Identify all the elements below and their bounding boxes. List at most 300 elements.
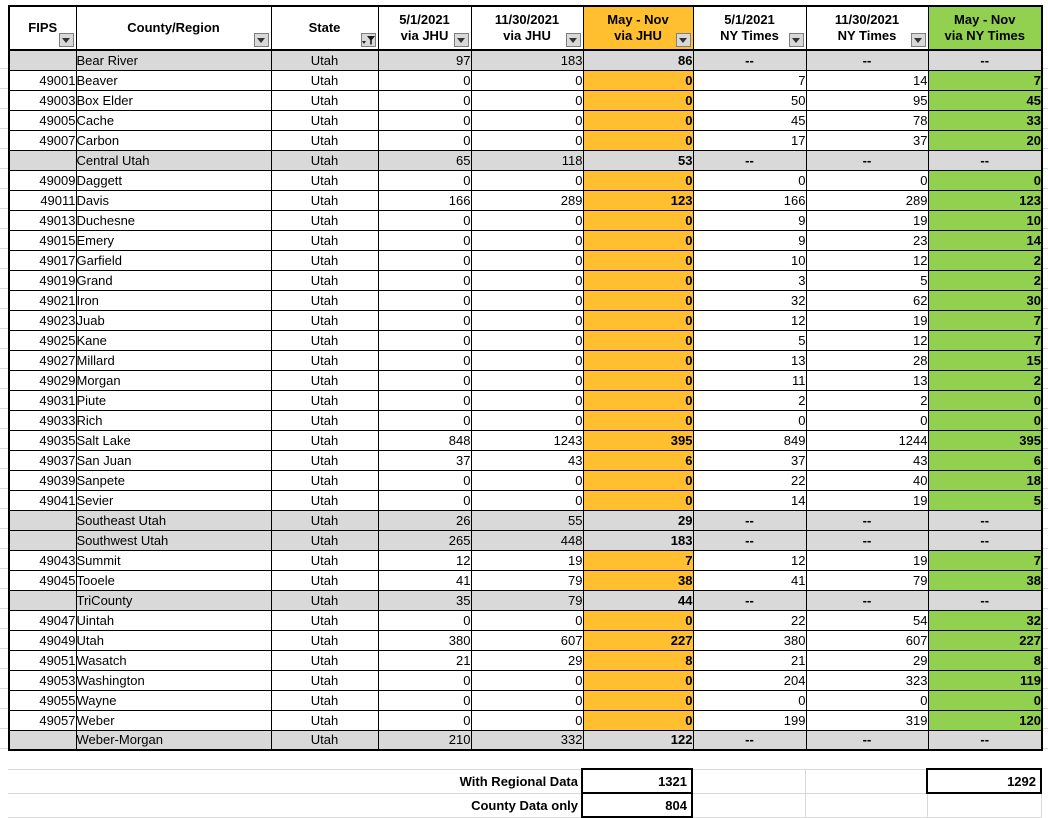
cell-nyt-diff[interactable]: 0 (928, 690, 1042, 710)
cell-fips[interactable]: 49055 (9, 690, 76, 710)
cell-nyt-nov[interactable]: 62 (806, 290, 928, 310)
cell-nyt-nov[interactable]: 37 (806, 130, 928, 150)
cell-jhu-diff[interactable]: 0 (583, 350, 693, 370)
cell-nyt-nov[interactable]: -- (806, 530, 928, 550)
cell-jhu-diff[interactable]: 0 (583, 250, 693, 270)
cell-fips[interactable]: 49003 (9, 90, 76, 110)
cell-jhu-nov[interactable]: 0 (471, 610, 583, 630)
cell-fips[interactable]: 49017 (9, 250, 76, 270)
cell-nyt-may[interactable]: -- (693, 50, 806, 70)
cell-jhu-may[interactable]: 37 (378, 450, 471, 470)
cell-nyt-diff[interactable]: 6 (928, 450, 1042, 470)
cell-county[interactable]: Piute (76, 390, 271, 410)
empty-cell[interactable] (927, 793, 1041, 817)
cell-jhu-diff[interactable]: 0 (583, 330, 693, 350)
cell-jhu-nov[interactable]: 0 (471, 170, 583, 190)
cell-nyt-may[interactable]: 0 (693, 410, 806, 430)
cell-jhu-nov[interactable]: 0 (471, 330, 583, 350)
cell-county[interactable]: Kane (76, 330, 271, 350)
cell-nyt-may[interactable]: 13 (693, 350, 806, 370)
cell-state[interactable]: Utah (271, 110, 378, 130)
cell-jhu-may[interactable]: 0 (378, 290, 471, 310)
cell-nyt-nov[interactable]: 40 (806, 470, 928, 490)
cell-state[interactable]: Utah (271, 250, 378, 270)
cell-jhu-may[interactable]: 41 (378, 570, 471, 590)
cell-county[interactable]: Morgan (76, 370, 271, 390)
cell-state[interactable]: Utah (271, 610, 378, 630)
cell-nyt-nov[interactable]: 43 (806, 450, 928, 470)
cell-nyt-diff[interactable]: 7 (928, 550, 1042, 570)
filter-dropdown-icon[interactable] (59, 33, 74, 47)
cell-fips[interactable]: 49041 (9, 490, 76, 510)
cell-nyt-nov[interactable]: 19 (806, 210, 928, 230)
cell-county[interactable]: Wayne (76, 690, 271, 710)
cell-jhu-nov[interactable]: 29 (471, 650, 583, 670)
cell-jhu-nov[interactable]: 118 (471, 150, 583, 170)
cell-jhu-nov[interactable]: 0 (471, 110, 583, 130)
cell-nyt-diff[interactable]: 32 (928, 610, 1042, 630)
cell-jhu-diff[interactable]: 0 (583, 90, 693, 110)
cell-jhu-nov[interactable]: 607 (471, 630, 583, 650)
cell-nyt-diff[interactable]: 5 (928, 490, 1042, 510)
cell-jhu-diff[interactable]: 8 (583, 650, 693, 670)
cell-fips[interactable] (9, 510, 76, 530)
cell-state[interactable]: Utah (271, 690, 378, 710)
cell-state[interactable]: Utah (271, 130, 378, 150)
cell-state[interactable]: Utah (271, 370, 378, 390)
cell-nyt-may[interactable]: 12 (693, 310, 806, 330)
filter-dropdown-icon[interactable] (566, 33, 581, 47)
cell-jhu-nov[interactable]: 183 (471, 50, 583, 70)
cell-county[interactable]: Uintah (76, 610, 271, 630)
cell-nyt-nov[interactable]: -- (806, 150, 928, 170)
filter-dropdown-icon[interactable] (254, 33, 269, 47)
cell-nyt-nov[interactable]: 78 (806, 110, 928, 130)
cell-nyt-may[interactable]: -- (693, 530, 806, 550)
empty-cell[interactable] (805, 793, 927, 817)
cell-nyt-nov[interactable]: 323 (806, 670, 928, 690)
cell-nyt-nov[interactable]: 28 (806, 350, 928, 370)
cell-jhu-may[interactable]: 0 (378, 350, 471, 370)
cell-jhu-may[interactable]: 0 (378, 170, 471, 190)
cell-fips[interactable]: 49047 (9, 610, 76, 630)
cell-jhu-diff[interactable]: 227 (583, 630, 693, 650)
cell-jhu-diff[interactable]: 0 (583, 410, 693, 430)
cell-county[interactable]: Rich (76, 410, 271, 430)
cell-nyt-nov[interactable]: 0 (806, 690, 928, 710)
cell-nyt-may[interactable]: 50 (693, 90, 806, 110)
cell-jhu-nov[interactable]: 79 (471, 570, 583, 590)
cell-nyt-may[interactable]: -- (693, 510, 806, 530)
cell-jhu-nov[interactable]: 0 (471, 470, 583, 490)
cell-county[interactable]: Davis (76, 190, 271, 210)
cell-nyt-may[interactable]: 9 (693, 210, 806, 230)
cell-county[interactable]: Garfield (76, 250, 271, 270)
cell-nyt-may[interactable]: -- (693, 590, 806, 610)
cell-nyt-diff[interactable]: 7 (928, 330, 1042, 350)
cell-jhu-nov[interactable]: 0 (471, 690, 583, 710)
cell-fips[interactable]: 49005 (9, 110, 76, 130)
cell-county[interactable]: Daggett (76, 170, 271, 190)
cell-nyt-may[interactable]: 22 (693, 470, 806, 490)
cell-jhu-may[interactable]: 0 (378, 330, 471, 350)
cell-state[interactable]: Utah (271, 270, 378, 290)
cell-nyt-may[interactable]: 22 (693, 610, 806, 630)
cell-jhu-diff[interactable]: 0 (583, 130, 693, 150)
cell-jhu-nov[interactable]: 43 (471, 450, 583, 470)
cell-state[interactable]: Utah (271, 70, 378, 90)
cell-state[interactable]: Utah (271, 410, 378, 430)
filter-dropdown-icon[interactable] (454, 33, 469, 47)
cell-fips[interactable]: 49021 (9, 290, 76, 310)
cell-county[interactable]: Iron (76, 290, 271, 310)
cell-jhu-nov[interactable]: 0 (471, 250, 583, 270)
cell-jhu-may[interactable]: 0 (378, 310, 471, 330)
cell-jhu-nov[interactable]: 0 (471, 490, 583, 510)
cell-state[interactable]: Utah (271, 50, 378, 70)
cell-nyt-may[interactable]: -- (693, 730, 806, 750)
cell-nyt-may[interactable]: 45 (693, 110, 806, 130)
cell-jhu-nov[interactable]: 1243 (471, 430, 583, 450)
cell-jhu-diff[interactable]: 6 (583, 450, 693, 470)
cell-state[interactable]: Utah (271, 530, 378, 550)
cell-nyt-diff[interactable]: -- (928, 50, 1042, 70)
cell-jhu-diff[interactable]: 0 (583, 170, 693, 190)
cell-state[interactable]: Utah (271, 430, 378, 450)
cell-fips[interactable]: 49025 (9, 330, 76, 350)
cell-nyt-diff[interactable]: 2 (928, 270, 1042, 290)
cell-nyt-diff[interactable]: 33 (928, 110, 1042, 130)
cell-nyt-nov[interactable]: 319 (806, 710, 928, 730)
cell-jhu-may[interactable]: 0 (378, 210, 471, 230)
cell-nyt-diff[interactable]: 30 (928, 290, 1042, 310)
filter-dropdown-icon[interactable] (789, 33, 804, 47)
cell-jhu-nov[interactable]: 79 (471, 590, 583, 610)
cell-county[interactable]: TriCounty (76, 590, 271, 610)
cell-jhu-diff[interactable]: 7 (583, 550, 693, 570)
cell-fips[interactable]: 49029 (9, 370, 76, 390)
cell-nyt-may[interactable]: -- (693, 150, 806, 170)
cell-fips[interactable]: 49015 (9, 230, 76, 250)
cell-county[interactable]: Weber-Morgan (76, 730, 271, 750)
cell-fips[interactable]: 49053 (9, 670, 76, 690)
cell-nyt-may[interactable]: 12 (693, 550, 806, 570)
cell-jhu-diff[interactable]: 0 (583, 290, 693, 310)
cell-jhu-may[interactable]: 26 (378, 510, 471, 530)
cell-county[interactable]: San Juan (76, 450, 271, 470)
cell-nyt-may[interactable]: 166 (693, 190, 806, 210)
cell-nyt-may[interactable]: 37 (693, 450, 806, 470)
cell-jhu-nov[interactable]: 0 (471, 270, 583, 290)
cell-state[interactable]: Utah (271, 350, 378, 370)
cell-fips[interactable]: 49009 (9, 170, 76, 190)
cell-nyt-nov[interactable]: 19 (806, 550, 928, 570)
cell-fips[interactable]: 49033 (9, 410, 76, 430)
cell-county[interactable]: Sanpete (76, 470, 271, 490)
cell-nyt-nov[interactable]: 12 (806, 330, 928, 350)
cell-state[interactable]: Utah (271, 90, 378, 110)
cell-nyt-nov[interactable]: 1244 (806, 430, 928, 450)
cell-jhu-nov[interactable]: 0 (471, 230, 583, 250)
cell-jhu-may[interactable]: 0 (378, 230, 471, 250)
cell-nyt-diff[interactable]: 8 (928, 650, 1042, 670)
cell-nyt-diff[interactable]: -- (928, 730, 1042, 750)
cell-jhu-diff[interactable]: 0 (583, 390, 693, 410)
cell-jhu-may[interactable]: 0 (378, 610, 471, 630)
cell-jhu-nov[interactable]: 0 (471, 390, 583, 410)
cell-county[interactable]: Juab (76, 310, 271, 330)
cell-jhu-diff[interactable]: 0 (583, 690, 693, 710)
cell-county[interactable]: Tooele (76, 570, 271, 590)
cell-jhu-may[interactable]: 21 (378, 650, 471, 670)
cell-jhu-diff[interactable]: 0 (583, 710, 693, 730)
cell-state[interactable]: Utah (271, 550, 378, 570)
cell-jhu-nov[interactable]: 0 (471, 670, 583, 690)
cell-jhu-may[interactable]: 0 (378, 370, 471, 390)
cell-state[interactable]: Utah (271, 190, 378, 210)
cell-county[interactable]: Southwest Utah (76, 530, 271, 550)
cell-fips[interactable]: 49037 (9, 450, 76, 470)
cell-fips[interactable]: 49035 (9, 430, 76, 450)
cell-county[interactable]: Southeast Utah (76, 510, 271, 530)
cell-state[interactable]: Utah (271, 470, 378, 490)
cell-nyt-nov[interactable]: 2 (806, 390, 928, 410)
cell-jhu-may[interactable]: 35 (378, 590, 471, 610)
cell-nyt-diff[interactable]: 20 (928, 130, 1042, 150)
cell-nyt-may[interactable]: 3 (693, 270, 806, 290)
cell-state[interactable]: Utah (271, 290, 378, 310)
cell-state[interactable]: Utah (271, 330, 378, 350)
cell-nyt-diff[interactable]: -- (928, 530, 1042, 550)
cell-nyt-may[interactable]: 11 (693, 370, 806, 390)
cell-jhu-nov[interactable]: 0 (471, 90, 583, 110)
cell-county[interactable]: Grand (76, 270, 271, 290)
cell-state[interactable]: Utah (271, 510, 378, 530)
cell-nyt-nov[interactable]: 14 (806, 70, 928, 90)
cell-nyt-may[interactable]: 32 (693, 290, 806, 310)
cell-fips[interactable]: 49001 (9, 70, 76, 90)
cell-county[interactable]: Sevier (76, 490, 271, 510)
cell-jhu-diff[interactable]: 53 (583, 150, 693, 170)
cell-jhu-diff[interactable]: 0 (583, 270, 693, 290)
cell-jhu-nov[interactable]: 0 (471, 210, 583, 230)
cell-fips[interactable]: 49027 (9, 350, 76, 370)
cell-county[interactable]: Beaver (76, 70, 271, 90)
cell-state[interactable]: Utah (271, 730, 378, 750)
cell-county[interactable]: Summit (76, 550, 271, 570)
filter-dropdown-icon[interactable] (676, 33, 691, 47)
cell-fips[interactable]: 49011 (9, 190, 76, 210)
cell-state[interactable]: Utah (271, 590, 378, 610)
cell-jhu-diff[interactable]: 0 (583, 230, 693, 250)
cell-nyt-may[interactable]: 7 (693, 70, 806, 90)
cell-state[interactable]: Utah (271, 670, 378, 690)
cell-nyt-diff[interactable]: -- (928, 510, 1042, 530)
cell-fips[interactable]: 49031 (9, 390, 76, 410)
cell-jhu-may[interactable]: 0 (378, 70, 471, 90)
cell-jhu-diff[interactable]: 122 (583, 730, 693, 750)
cell-nyt-diff[interactable]: 2 (928, 370, 1042, 390)
cell-nyt-nov[interactable]: -- (806, 730, 928, 750)
cell-nyt-nov[interactable]: 29 (806, 650, 928, 670)
cell-nyt-nov[interactable]: 0 (806, 170, 928, 190)
empty-cell[interactable] (805, 769, 927, 793)
cell-jhu-may[interactable]: 97 (378, 50, 471, 70)
cell-nyt-diff[interactable]: -- (928, 150, 1042, 170)
empty-cell[interactable] (692, 793, 805, 817)
cell-county[interactable]: Salt Lake (76, 430, 271, 450)
cell-nyt-may[interactable]: 380 (693, 630, 806, 650)
cell-state[interactable]: Utah (271, 170, 378, 190)
cell-state[interactable]: Utah (271, 390, 378, 410)
cell-nyt-diff[interactable]: 0 (928, 390, 1042, 410)
cell-fips[interactable]: 49039 (9, 470, 76, 490)
cell-fips[interactable]: 49013 (9, 210, 76, 230)
cell-nyt-nov[interactable]: 54 (806, 610, 928, 630)
cell-state[interactable]: Utah (271, 150, 378, 170)
cell-nyt-may[interactable]: 21 (693, 650, 806, 670)
county-only-total-jhu-cell[interactable]: 804 (582, 793, 692, 817)
cell-nyt-diff[interactable]: 14 (928, 230, 1042, 250)
cell-state[interactable]: Utah (271, 210, 378, 230)
cell-nyt-diff[interactable]: 2 (928, 250, 1042, 270)
cell-county[interactable]: Wasatch (76, 650, 271, 670)
cell-fips[interactable] (9, 150, 76, 170)
cell-county[interactable]: Duchesne (76, 210, 271, 230)
cell-nyt-nov[interactable]: 289 (806, 190, 928, 210)
cell-nyt-may[interactable]: 199 (693, 710, 806, 730)
cell-nyt-nov[interactable]: 23 (806, 230, 928, 250)
cell-county[interactable]: Carbon (76, 130, 271, 150)
cell-nyt-nov[interactable]: -- (806, 590, 928, 610)
cell-jhu-nov[interactable]: 0 (471, 70, 583, 90)
cell-nyt-diff[interactable]: 227 (928, 630, 1042, 650)
cell-jhu-nov[interactable]: 0 (471, 130, 583, 150)
cell-nyt-diff[interactable]: 120 (928, 710, 1042, 730)
cell-jhu-may[interactable]: 166 (378, 190, 471, 210)
cell-jhu-may[interactable]: 380 (378, 630, 471, 650)
cell-jhu-diff[interactable]: 38 (583, 570, 693, 590)
cell-nyt-diff[interactable]: 119 (928, 670, 1042, 690)
cell-jhu-may[interactable]: 210 (378, 730, 471, 750)
cell-jhu-diff[interactable]: 183 (583, 530, 693, 550)
cell-jhu-may[interactable]: 0 (378, 110, 471, 130)
cell-jhu-may[interactable]: 12 (378, 550, 471, 570)
cell-nyt-diff[interactable]: 10 (928, 210, 1042, 230)
cell-fips[interactable]: 49045 (9, 570, 76, 590)
cell-nyt-diff[interactable]: 38 (928, 570, 1042, 590)
cell-jhu-diff[interactable]: 29 (583, 510, 693, 530)
cell-nyt-may[interactable]: 204 (693, 670, 806, 690)
cell-jhu-may[interactable]: 0 (378, 270, 471, 290)
cell-nyt-diff[interactable]: 45 (928, 90, 1042, 110)
cell-jhu-nov[interactable]: 332 (471, 730, 583, 750)
cell-jhu-nov[interactable]: 0 (471, 710, 583, 730)
cell-nyt-diff[interactable]: 7 (928, 310, 1042, 330)
cell-nyt-may[interactable]: 2 (693, 390, 806, 410)
cell-nyt-may[interactable]: 0 (693, 170, 806, 190)
cell-jhu-may[interactable]: 0 (378, 690, 471, 710)
cell-nyt-diff[interactable]: 0 (928, 410, 1042, 430)
cell-jhu-nov[interactable]: 0 (471, 370, 583, 390)
cell-nyt-diff[interactable]: 0 (928, 170, 1042, 190)
cell-jhu-diff[interactable]: 0 (583, 610, 693, 630)
cell-nyt-may[interactable]: 849 (693, 430, 806, 450)
cell-nyt-nov[interactable]: 79 (806, 570, 928, 590)
cell-nyt-may[interactable]: 9 (693, 230, 806, 250)
cell-state[interactable]: Utah (271, 450, 378, 470)
cell-jhu-may[interactable]: 848 (378, 430, 471, 450)
cell-nyt-nov[interactable]: 19 (806, 490, 928, 510)
cell-county[interactable]: Millard (76, 350, 271, 370)
cell-jhu-may[interactable]: 0 (378, 410, 471, 430)
cell-jhu-nov[interactable]: 0 (471, 290, 583, 310)
cell-nyt-may[interactable]: 0 (693, 690, 806, 710)
cell-county[interactable]: Washington (76, 670, 271, 690)
cell-jhu-nov[interactable]: 0 (471, 410, 583, 430)
cell-state[interactable]: Utah (271, 310, 378, 330)
regional-total-nyt-cell[interactable]: 1292 (927, 769, 1041, 793)
cell-fips[interactable]: 49023 (9, 310, 76, 330)
cell-state[interactable]: Utah (271, 490, 378, 510)
cell-state[interactable]: Utah (271, 710, 378, 730)
cell-county[interactable]: Bear River (76, 50, 271, 70)
cell-jhu-may[interactable]: 0 (378, 390, 471, 410)
cell-jhu-diff[interactable]: 0 (583, 670, 693, 690)
cell-state[interactable]: Utah (271, 570, 378, 590)
cell-jhu-may[interactable]: 0 (378, 670, 471, 690)
filter-active-icon[interactable] (361, 33, 376, 47)
cell-fips[interactable]: 49049 (9, 630, 76, 650)
cell-jhu-may[interactable]: 0 (378, 710, 471, 730)
cell-fips[interactable]: 49043 (9, 550, 76, 570)
cell-nyt-nov[interactable]: 12 (806, 250, 928, 270)
empty-cell[interactable] (692, 769, 805, 793)
cell-county[interactable]: Weber (76, 710, 271, 730)
cell-jhu-diff[interactable]: 0 (583, 370, 693, 390)
cell-fips[interactable] (9, 730, 76, 750)
cell-nyt-diff[interactable]: 395 (928, 430, 1042, 450)
cell-jhu-diff[interactable]: 0 (583, 110, 693, 130)
cell-jhu-diff[interactable]: 123 (583, 190, 693, 210)
cell-nyt-may[interactable]: 14 (693, 490, 806, 510)
cell-nyt-diff[interactable]: 18 (928, 470, 1042, 490)
cell-jhu-may[interactable]: 0 (378, 490, 471, 510)
cell-state[interactable]: Utah (271, 230, 378, 250)
cell-jhu-may[interactable]: 65 (378, 150, 471, 170)
cell-county[interactable]: Central Utah (76, 150, 271, 170)
cell-county[interactable]: Emery (76, 230, 271, 250)
cell-jhu-diff[interactable]: 395 (583, 430, 693, 450)
cell-state[interactable]: Utah (271, 630, 378, 650)
cell-nyt-nov[interactable]: -- (806, 50, 928, 70)
cell-jhu-nov[interactable]: 0 (471, 350, 583, 370)
cell-fips[interactable] (9, 530, 76, 550)
cell-jhu-diff[interactable]: 0 (583, 70, 693, 90)
cell-fips[interactable] (9, 590, 76, 610)
cell-jhu-may[interactable]: 265 (378, 530, 471, 550)
cell-nyt-diff[interactable]: -- (928, 590, 1042, 610)
cell-nyt-nov[interactable]: 5 (806, 270, 928, 290)
cell-nyt-nov[interactable]: 19 (806, 310, 928, 330)
cell-jhu-diff[interactable]: 0 (583, 310, 693, 330)
regional-total-jhu-cell[interactable]: 1321 (582, 769, 692, 793)
cell-jhu-diff[interactable]: 0 (583, 490, 693, 510)
cell-jhu-nov[interactable]: 19 (471, 550, 583, 570)
cell-nyt-nov[interactable]: 0 (806, 410, 928, 430)
cell-state[interactable]: Utah (271, 650, 378, 670)
cell-jhu-may[interactable]: 0 (378, 130, 471, 150)
